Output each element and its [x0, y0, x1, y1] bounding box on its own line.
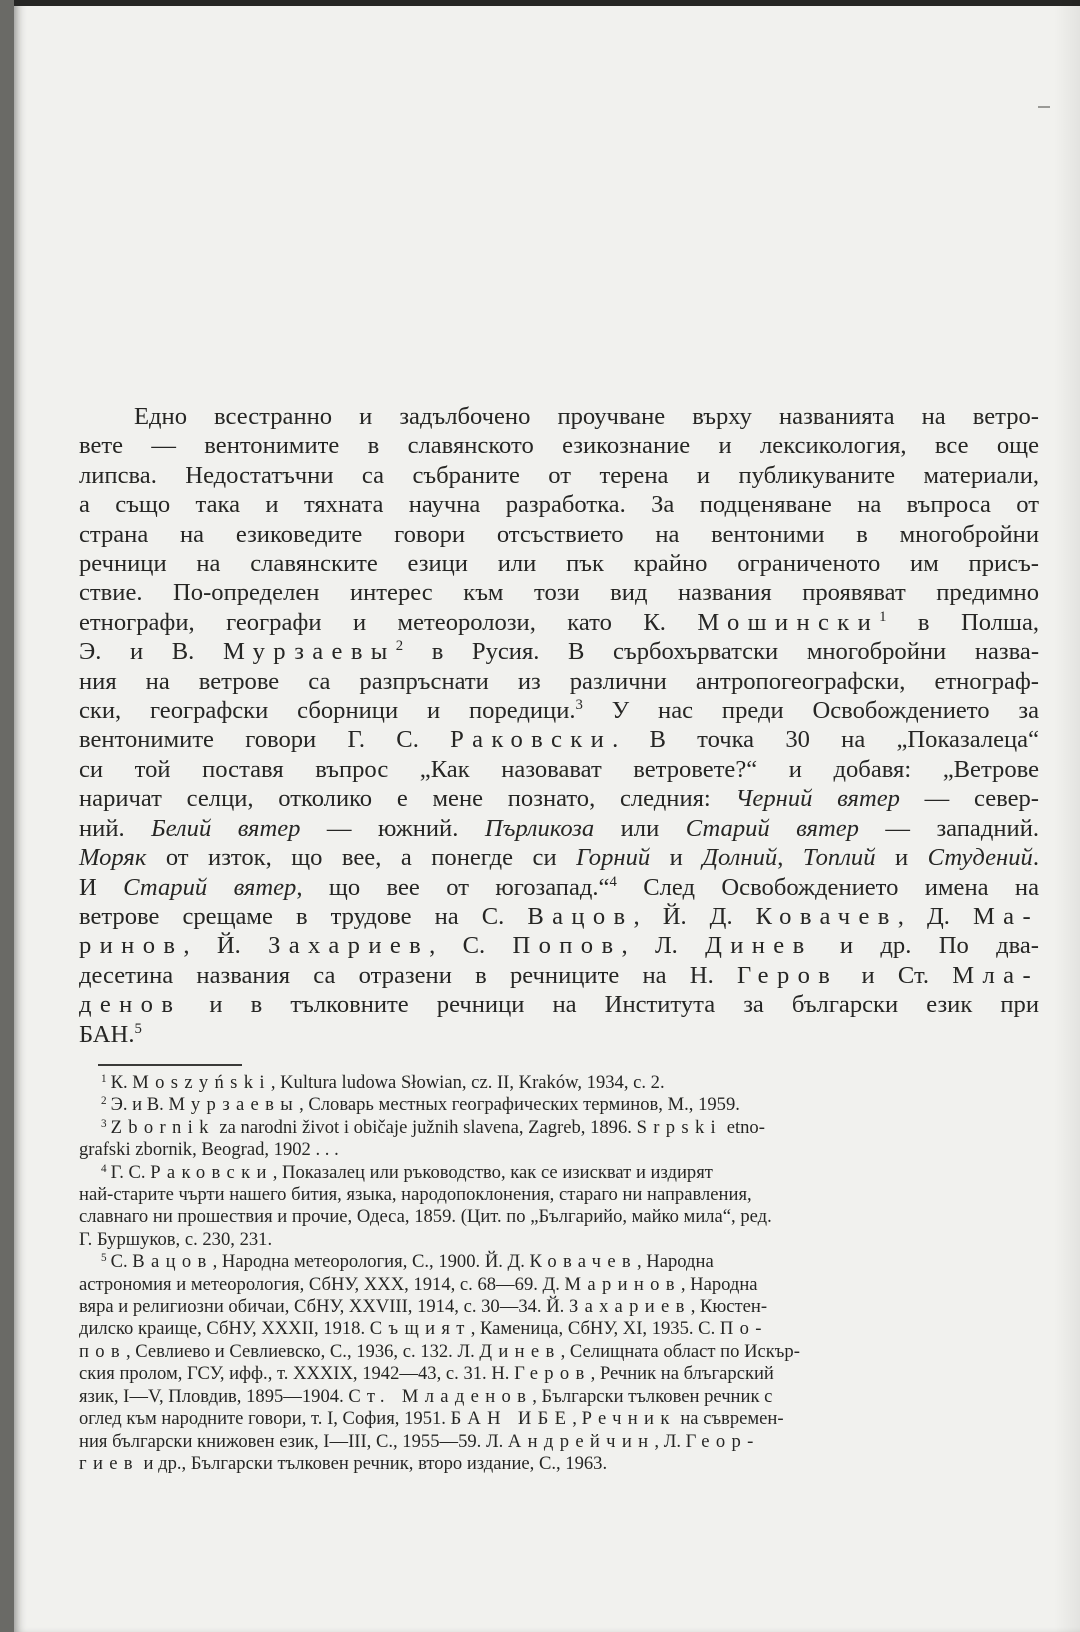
body-line: ски, географски сборници и поредици.$^3$ У нас преди Освобождението за [79, 696, 1039, 725]
footnote-line: дилско краище, СбНУ, XXXII, 1918. Същият, Каменица, СбНУ, XI, 1935. С. По- [79, 1318, 768, 1340]
footnote-line: ския пролом, ГСУ, ифф., т. XXXIX, 1942—43, с. 31. Н. Геров, Речник на блъгарский [79, 1363, 774, 1385]
body-line: ринов, Й. Захариев, С. Попов, Л. Динев и др. По два- [79, 932, 1039, 960]
footnote-5 [79, 1251, 1039, 1475]
body-line: Едно всестранно и задълбочено проучване върху названията на ветро- [134, 403, 1039, 430]
footnote-line: най-старите чърти нашего бития, языка, народопоклонения, стараго ни направления, [79, 1184, 752, 1206]
footnote-line: язик, I—V, Пловдив, 1895—1904. Ст. Младенов, Български тълковен речник с [79, 1385, 773, 1407]
footnote-line: $^4$ Г. С. Раковски, Показалец или ръководство, как се изискват и издирят [101, 1161, 713, 1183]
body-line: а също така и тяхната научна разработка. За подценяване на въпроса от [79, 491, 1039, 519]
body-line: ний. Белий вятер — южний. Пърликоза или Старий вятер — западний. [79, 814, 1039, 842]
footnote-line: $^2$ Э. и В. Мурзаевы, Словарь местных географических терминов, М., 1959. [101, 1094, 740, 1116]
body-line: ния на ветрове са разпръснати из различни антропогеографски, етнограф- [79, 667, 1039, 695]
footnote-line: вяра и религиозни обичаи, СбНУ, XXVIII, 1914, с. 30—34. Й. Захариев, Кюстен- [79, 1296, 768, 1318]
footnote-number: 3 [101, 1117, 107, 1130]
footnote-line: астрономия и метеорология, СбНУ, XXX, 1914, с. 68—69. Д. Маринов, Народна [79, 1273, 758, 1295]
body-line: ствие. По-определен интерес към този вид названия проявяват предимно [79, 579, 1039, 607]
footnote-line: $^3$ Zbornik za narodni život i običaje južnih slavena, Zagreb, 1896. Srpski etno- [101, 1116, 765, 1138]
footnote-ref: 5 [134, 1020, 142, 1037]
book-page [14, 0, 1080, 1632]
footnote-line: пов, Севлиево и Севлиевско, С., 1936, с. 132. Л. Динев, Селищната област по Искър- [79, 1340, 800, 1362]
body-line: ветрове срещаме в трудове на С. Вацов, Й. Д. Ковачев, Д. Ма- [79, 902, 1040, 930]
footnote-4 [79, 1162, 1039, 1252]
footnote-3 [79, 1117, 1039, 1162]
body-line: Э. и В. Мурзаевы$^2$ в Русия. В сърбохърватски многобройни назва- [79, 638, 1040, 666]
footnote-separator [98, 1064, 242, 1066]
footnote-line: славнаго ни прошествия и прочие, Одеса, 1859. (Цит. по „Българийо, майко мила“, ред. [79, 1206, 772, 1228]
footnote-ref: 4 [609, 873, 617, 890]
body-line: десетина названия са отразени в речниците на Н. Геров и Ст. Мла- [79, 961, 1039, 989]
footnote-ref: 1 [879, 608, 887, 625]
footnote-1 [79, 1072, 1039, 1094]
body-line: липсва. Недостатъчни са събраните от терена и публикуваните материали, [79, 461, 1039, 489]
footnote-number: 1 [101, 1072, 107, 1085]
main-paragraph [79, 402, 1039, 1049]
body-line: речници на славянските езици или пък крайно ограниченото им присъ- [79, 550, 1039, 578]
footnote-line: оглед към народните говори, т. I, София, 1951. БАН ИБЕ, Речник на съвремен- [79, 1408, 784, 1430]
body-line: вете — вентонимите в славянското езикознание и лексикология, все още [79, 432, 1039, 460]
body-line: наричат селци, отколико е мене познато, следния: Черний вятер — север- [79, 785, 1039, 813]
body-line: денов и в тълковните речници на Института за български език при [79, 991, 1039, 1019]
footnote-line: ния български книжовен език, I—III, С., 1955—59. Л. Андрейчин, Л. Геор- [79, 1430, 760, 1452]
footnote-line: $^5$ С. Вацов, Народна метеорология, С., 1900. Й. Д. Ковачев, Народна [101, 1251, 714, 1273]
body-line: си той поставя въпрос „Как назовават ветровете?“ и добавя: „Ветрове [79, 755, 1039, 783]
body-line: вентонимите говори Г. С. Раковски. В точка 30 на „Показалеца“ [79, 726, 1040, 754]
footnote-line: $^1$ К. Moszyński, Kultura ludowa Słowian, cz. II, Kraków, 1934, с. 2. [101, 1072, 665, 1093]
footnote-number: 2 [101, 1095, 107, 1108]
footnote-line: grafski zbornik, Beograd, 1902 . . . [79, 1139, 339, 1161]
footnote-number: 4 [101, 1162, 107, 1175]
body-line: етнографи, географи и метеоролози, като К. Мошински$^1$ в Полша, [79, 608, 1040, 636]
footnote-number: 5 [101, 1252, 107, 1265]
footnote-2 [79, 1094, 1039, 1116]
footnote-line: гиев и др., Български тълковен речник, второ издание, С., 1963. [79, 1452, 608, 1474]
body-line: страна на езиковедите говори отсъствието на вентоними в многобройни [79, 520, 1039, 548]
page-edge-mark [1038, 106, 1050, 108]
footnote-ref: 3 [575, 696, 583, 713]
footnotes [79, 1072, 1039, 1475]
body-line: И Старий вятер, що вее от югозапад.“$^4$ След Освобождението имена на [79, 873, 1039, 901]
body-line: Моряк от изток, що вее, а понегде си Горний и Долний, Топлий и Студений. [79, 844, 1039, 872]
footnote-line: Г. Буршуков, с. 230, 231. [79, 1228, 273, 1250]
footnote-ref: 2 [395, 638, 404, 655]
body-line: БАН.$^5$ [79, 1020, 142, 1048]
